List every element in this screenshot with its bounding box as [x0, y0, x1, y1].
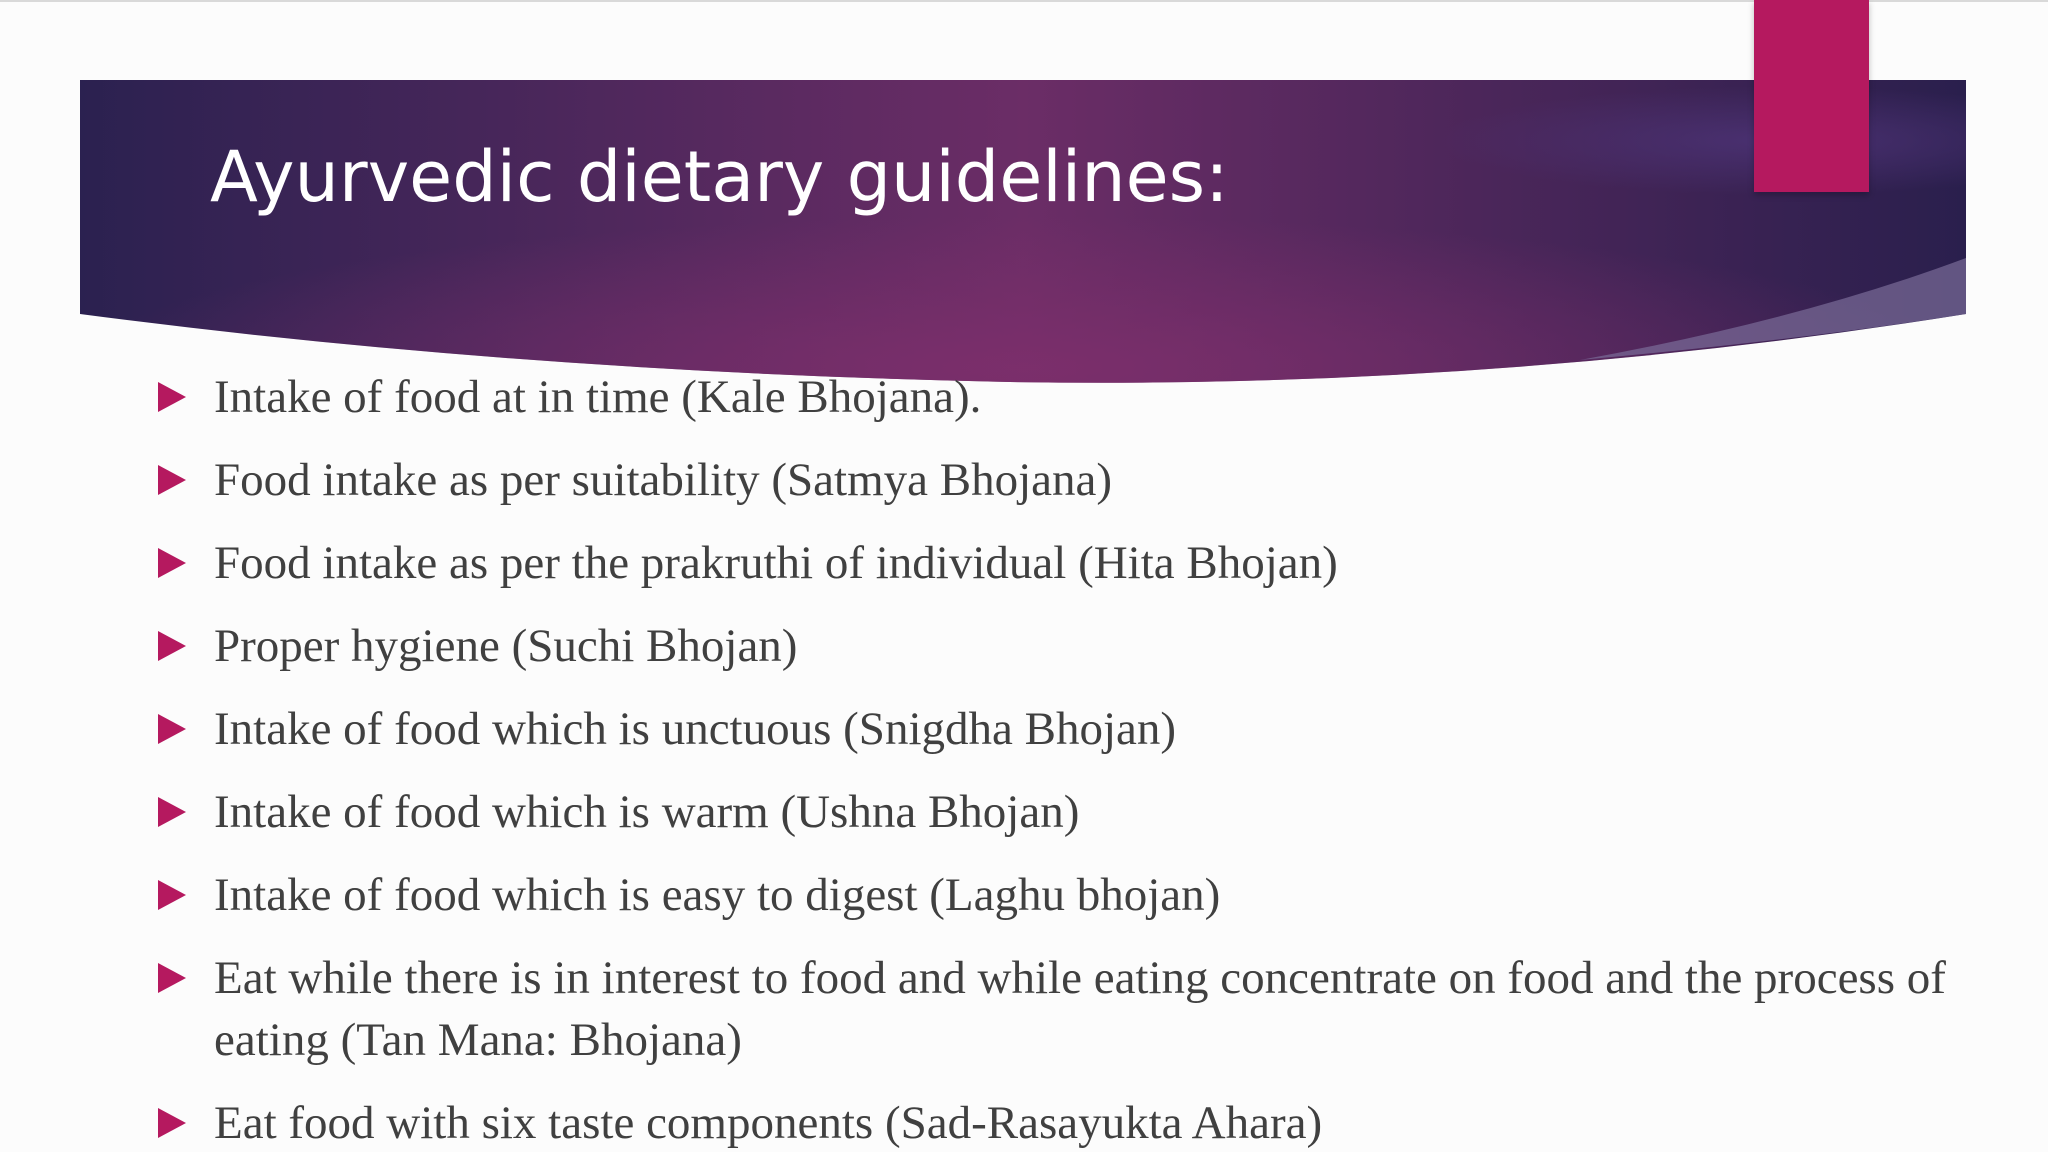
triangle-right-icon [158, 880, 186, 910]
list-item [158, 698, 1958, 760]
list-item [158, 615, 1958, 677]
list-item [158, 449, 1958, 511]
list-item [158, 366, 1958, 428]
list-item [158, 1092, 1958, 1154]
bullet-text: Food intake as per suitability (Satmya Bhojana) [214, 454, 1113, 506]
bullet-text: Eat food with six taste components (Sad-Rasayukta Ahara) [214, 1097, 1323, 1149]
triangle-right-icon [158, 963, 186, 993]
bullet-text: Intake of food which is easy to digest (Laghu bhojan) [214, 869, 1221, 921]
bullet-text: Intake of food which is unctuous (Snigdha Bhojan) [214, 703, 1177, 755]
triangle-right-icon [158, 631, 186, 661]
list-item [158, 947, 1958, 1071]
list-item [158, 781, 1958, 843]
triangle-right-icon [158, 1108, 186, 1138]
triangle-right-icon [158, 797, 186, 827]
bullet-text: Food intake as per the prakruthi of individual (Hita Bhojan) [214, 537, 1338, 589]
slide-title: Ayurvedic dietary guidelines: [210, 136, 1229, 218]
bullet-text: Intake of food at in time (Kale Bhojana). [214, 371, 982, 423]
triangle-right-icon [158, 465, 186, 495]
list-item [158, 864, 1958, 926]
triangle-right-icon [158, 548, 186, 578]
bullet-list [158, 366, 1958, 1154]
triangle-right-icon [158, 714, 186, 744]
list-item [158, 532, 1958, 594]
triangle-right-icon [158, 382, 186, 412]
bullet-text: Proper hygiene (Suchi Bhojan) [214, 620, 798, 672]
accent-tab [1754, 0, 1869, 192]
bullet-text: Eat while there is in interest to food and while eating concentrate on food and the process of eating (Tan Mana: Bhojana) [214, 952, 1946, 1066]
bullet-text: Intake of food which is warm (Ushna Bhojan) [214, 786, 1080, 838]
